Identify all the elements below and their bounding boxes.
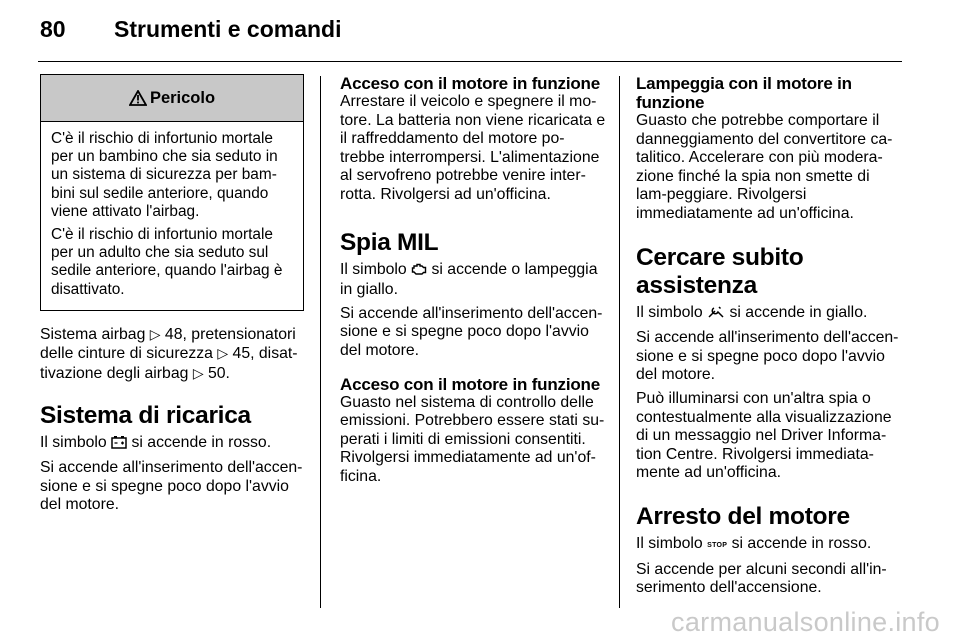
warning-text-2: C'è il rischio di infortunio mortale per un adulto che sia seduto sul sedile anteriore, quando l'airbag è disattivato. [51, 226, 283, 298]
heading-engine-stop: Arresto del motore [636, 502, 850, 530]
charging-text: Si accende all'inserimento dell'accen-sione e si spegne poco dopo l'avvio del motore. [40, 459, 303, 514]
engine-check-icon [411, 262, 427, 282]
warning-triangle-icon [129, 90, 147, 106]
stop-symbol: STOP [707, 541, 728, 549]
arrow-ref-icon: ▷ [217, 345, 229, 362]
service-text-2: Può illuminarsi con un'altra spia o contestualmente alla visualizzazione di un messaggio nel Driver Informa-tion Centre. Rivolgersi immediata-mente ad un'officina. [636, 389, 892, 482]
column-1 [40, 74, 304, 520]
battery-icon [111, 435, 127, 455]
heading-engine-running: Acceso con il motore in funzione [340, 74, 600, 93]
cross-references: Sistema airbag ▷ 48, pretensionatori delle cinture di sicurezza ▷ 45, disat-tivazione degli airbag ▷ 50. [40, 325, 298, 383]
service-text-1: Si accende all'inserimento dell'accen-sione e si spegne poco dopo l'avvio del motore. [636, 329, 899, 384]
flashing-text: Guasto che potrebbe comportare il danneggiamento del convertitore ca-talitico. Accelerare con più modera-zione finché la spia non smette di lam-peggiare. Rivolgersi immediatamente ad un'officina. [636, 112, 893, 222]
mil-text: Si accende all'inserimento dell'accen-sione e si spegne poco dopo l'avvio del motore. [340, 304, 603, 359]
column-divider [619, 76, 620, 608]
heading-mil-running: Acceso con il motore in funzione [340, 374, 600, 394]
watermark: carmanualsonline.info [671, 607, 940, 637]
header-rule [38, 61, 902, 62]
stop-symbol-text: Il simbolo STOP si accende in rosso. [636, 534, 872, 552]
charging-symbol-text: Il simbolo si accende in rosso. [40, 434, 304, 455]
arrow-ref-icon: ▷ [192, 365, 204, 382]
mil-running-text: Guasto nel sistema di controllo delle emissioni. Potrebbero essere stati su-perati i limiti di emissioni consentiti. Rivolgersi immediatamente ad un'of-ficina. [340, 393, 605, 485]
heading-service: Cercare subito assistenza [636, 243, 804, 299]
service-symbol-text: Il simbolo si accende in giallo. [636, 304, 904, 325]
warning-body [41, 122, 303, 310]
warning-title: Pericolo [149, 88, 216, 107]
page-number: 80 [40, 16, 66, 42]
service-wrench-icon [707, 305, 725, 325]
warning-text-1: C'è il rischio di infortunio mortale per un bambino che sia seduto in un sistema di sicurezza per bam-bini sul sedile anteriore, quando viene attivato l'airbag. [51, 130, 278, 220]
heading-mil: Spia MIL [340, 228, 439, 256]
warning-header [41, 75, 303, 122]
heading-charging-system: Sistema di ricarica [40, 401, 251, 429]
stop-text: Si accende per alcuni secondi all'in-serimento dell'accensione. [636, 560, 887, 597]
heading-flashing-running: Lampeggia con il motore in funzione [636, 74, 852, 112]
warning-box [40, 74, 304, 311]
chapter-title: Strumenti e comandi [114, 16, 342, 42]
column-divider [320, 76, 321, 608]
column-2 [340, 74, 606, 492]
page-header [40, 14, 920, 44]
engine-running-text: Arrestare il veicolo e spegnere il mo-tore. La batteria non viene ricaricata e il raffreddamento del motore po-trebbe interrompersi. L'alimentazione al servofreno potrebbe venire inter-rotta. Rivolgersi ad un'officina. [340, 93, 606, 203]
mil-symbol-text: Il simbolo si accende o lampeggia in giallo. [340, 260, 598, 299]
arrow-ref-icon: ▷ [149, 325, 161, 342]
column-3 [636, 74, 904, 603]
